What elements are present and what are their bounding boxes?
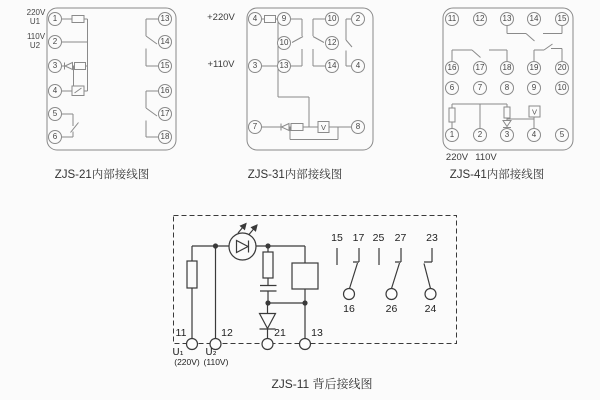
led-emission-arrow: [238, 224, 246, 234]
zjs21-pin-13: 13: [158, 12, 172, 26]
zjs11-u2-label: U₂: [205, 347, 217, 358]
zjs11-caption: ZJS-11 背后接线图: [271, 377, 373, 391]
zjs21-u1-voltage: 220V: [26, 8, 46, 17]
zjs11-u1-label: U₁: [172, 347, 184, 358]
led-emission-arrow: [249, 225, 257, 235]
zjs41-pin-19: 19: [527, 61, 541, 75]
zjs41-pin-15: 15: [555, 12, 569, 26]
zjs11-contact-26-label: 26: [385, 303, 398, 315]
zjs21-pin-15: 15: [158, 59, 172, 73]
terminal-circle: [187, 339, 198, 350]
zjs11-contact-16-label: 16: [343, 303, 355, 315]
zjs41-pin-14: 14: [527, 12, 541, 26]
zjs41-110v-label: 110V: [475, 152, 497, 163]
zjs31-pin-10-right: 10: [325, 12, 339, 26]
zjs21-u2-voltage: 110V: [26, 32, 46, 41]
led-icon: [229, 224, 257, 261]
zjs31-pin-4: 4: [351, 59, 365, 73]
zjs31-pin-2: 2: [351, 12, 365, 26]
zjs31-pin-12: 12: [325, 36, 339, 50]
zjs11-terminal-21-label: 21: [274, 327, 286, 339]
zjs11-contact-25-label: 25: [372, 232, 385, 244]
zjs21-u2-name: U2: [29, 40, 41, 50]
zjs31-pin-14: 14: [325, 59, 339, 73]
zjs41-wires: [452, 26, 562, 128]
zjs11-contact-24-label: 24: [424, 303, 437, 315]
zjs11-contact-27-label: 27: [394, 232, 407, 244]
diode-icon: [282, 124, 290, 131]
resistor-icon: [187, 261, 197, 288]
zjs41-pin-10: 10: [555, 81, 569, 95]
zjs21-caption: ZJS-21内部接线图: [54, 169, 150, 181]
zjs41-pin-6: 6: [445, 81, 459, 95]
zjs41-pin-12: 12: [473, 12, 487, 26]
relay-coil-icon: [292, 263, 318, 289]
zjs21-pin-6: 6: [48, 130, 62, 144]
relay-coil-glyph: [75, 88, 82, 93]
junction-dot: [213, 243, 218, 248]
zjs41-pin-16: 16: [445, 61, 459, 75]
voltage-element-label: V: [531, 107, 538, 117]
zjs41-pin-18: 18: [500, 61, 514, 75]
zjs21-case-outline: [47, 8, 176, 150]
zjs11-contact-17-label: 17: [352, 232, 365, 244]
zjs21-wires: [62, 19, 158, 137]
zjs41-pin-17: 17: [473, 61, 487, 75]
zjs21-pin-1: 1: [48, 12, 62, 26]
voltage-element-label: V: [320, 123, 327, 132]
junction-dot: [265, 243, 270, 248]
zjs21-pin-4: 4: [48, 84, 62, 98]
zjs11-terminal-12-label: 12: [221, 327, 233, 339]
zjs41-pin-20: 20: [555, 61, 569, 75]
zjs21-u1-name: U1: [29, 16, 41, 26]
zjs41-pin-3: 3: [500, 128, 514, 142]
zjs31-pin-4-top: 4: [248, 12, 262, 26]
zjs21-pin-16: 16: [158, 84, 172, 98]
zjs31-plus220v-label: +220V: [207, 12, 235, 23]
zjs31-pin-7: 7: [248, 120, 262, 134]
zjs31-pin-9: 9: [277, 12, 291, 26]
zjs31-plus110v-label: +110V: [207, 59, 235, 70]
zjs31-caption: ZJS-31内部接线图: [247, 169, 343, 181]
contact-terminal-circle: [344, 289, 355, 300]
zjs31-pin-10-left: 10: [277, 36, 291, 50]
zjs11-terminal-11-label: 11: [175, 327, 187, 339]
zjs21-pin-2: 2: [48, 35, 62, 49]
zjs41-220v-label: 220V: [445, 152, 469, 163]
resistor-icon: [449, 108, 455, 122]
zjs31-wires: [262, 19, 352, 140]
zjs11-u2-voltage: (110V): [203, 357, 229, 367]
contact-terminal-circle: [425, 289, 436, 300]
resistor-icon: [263, 252, 273, 278]
zjs41-pin-7: 7: [473, 81, 487, 95]
terminal-circle: [262, 339, 273, 350]
zjs41-pin-11: 11: [445, 12, 459, 26]
zjs41-pin-8: 8: [500, 81, 514, 95]
resistor-icon: [72, 16, 84, 23]
zjs11-terminal-13-label: 13: [311, 327, 323, 339]
resistor-icon: [291, 124, 303, 131]
zjs41-pin-4: 4: [527, 128, 541, 142]
zjs11-contact-23-label: 23: [426, 232, 438, 244]
diode-icon: [503, 121, 511, 127]
zjs41-pin-2: 2: [473, 128, 487, 142]
diode-icon: [260, 314, 276, 329]
zjs41-pin-1: 1: [445, 128, 459, 142]
zjs41-pin-13: 13: [500, 12, 514, 26]
diode-icon: [65, 63, 73, 70]
zjs41-pin-5: 5: [555, 128, 569, 142]
zjs11-u1-voltage: (220V): [174, 357, 200, 367]
zjs21-pin-14: 14: [158, 35, 172, 49]
zjs31-pin-3: 3: [248, 59, 262, 73]
resistor-icon: [265, 16, 276, 23]
junction-dot: [265, 300, 270, 305]
zjs21-pin-3: 3: [48, 59, 62, 73]
junction-dot: [302, 300, 307, 305]
terminal-circle: [300, 339, 311, 350]
resistor-icon: [75, 63, 86, 70]
zjs21-pin-5: 5: [48, 107, 62, 121]
zjs41-caption: ZJS-41内部接线图: [449, 169, 545, 181]
zjs31-pin-8: 8: [351, 120, 365, 134]
junction-dots: [213, 243, 308, 305]
contact-terminal-circle: [386, 289, 397, 300]
zjs41-pin-9: 9: [527, 81, 541, 95]
zjs21-pin-18: 18: [158, 130, 172, 144]
zjs31-pin-13: 13: [277, 59, 291, 73]
resistor-icon: [504, 107, 510, 118]
zjs21-schematic: [47, 8, 176, 150]
zjs11-terminals: [187, 289, 437, 350]
zjs11-contact-15-label: 15: [331, 232, 343, 244]
zjs21-pin-17: 17: [158, 107, 172, 121]
